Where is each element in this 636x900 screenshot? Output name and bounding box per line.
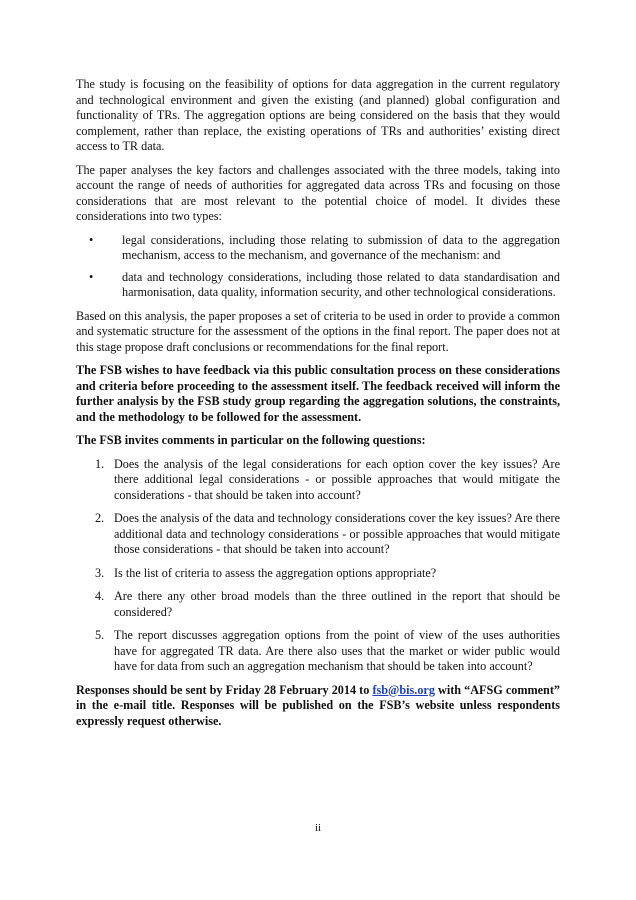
list-item-text: legal considerations, including those relating to submission of data to the aggregation mechanism, access to the mechanism, and governance of the mechanism: and xyxy=(122,232,560,262)
question-number: 4. xyxy=(95,589,105,603)
question-number: 2. xyxy=(95,511,105,525)
paragraph-questions-intro: The FSB invites comments in particular on the following questions: xyxy=(76,433,426,447)
list-item xyxy=(76,270,560,301)
question-text: Does the analysis of the data and technology considerations cover the key issues? Are there additional data and technology considerations - or possible approaches that would mitigate those considerations - that should be taken into account? xyxy=(114,511,560,556)
question-number: 1. xyxy=(95,456,105,471)
paragraph-paper-analysis: The paper analyses the key factors and challenges associated with the three models, taking into account the range of needs of authorities for aggregated data across TRs and focusing on those considerations that are most relevant to the potential choice of model. It divides these considerations into two types: xyxy=(76,162,560,223)
email-link[interactable]: fsb@bis.org xyxy=(372,682,435,697)
question-text: Does the analysis of the legal considerations for each option cover the key issues? Are there additional legal considerations - or possible approaches that would mitigate the considerations - that should be taken into account? xyxy=(114,456,560,502)
responses-text-after: with “AFSG comment” in the e-mail title. Responses will be published on the FSB’s website unless respondents expressly request otherwise. xyxy=(76,682,560,728)
question-text: The report discusses aggregation options from the point of view of the uses authorities have for aggregated TR data. Are there also uses that the market or wider public would have for data from such an aggregation mechanism that should be taken into account? xyxy=(114,628,560,673)
question-item xyxy=(76,511,560,558)
page-number: ii xyxy=(314,822,322,834)
document-body xyxy=(76,77,560,737)
paragraph-responses xyxy=(76,683,560,730)
bullet-marker: • xyxy=(89,232,94,247)
question-item xyxy=(76,566,560,582)
question-text: Is the list of criteria to assess the aggregation options appropriate? xyxy=(114,565,437,580)
paragraph-feedback-request: The FSB wishes to have feedback via this public consultation process on these considerations and criteria before proceeding to the assessment itself. The feedback received will inform the further analysis by the FSB study group regarding the aggregation solutions, the constraints, and the methodology to be followed for the assessment. xyxy=(76,363,560,424)
question-number: 5. xyxy=(95,628,105,642)
question-item xyxy=(76,589,560,620)
paragraph-study-focus: The study is focusing on the feasibility of options for data aggregation in the current regulatory and technological environment and given the existing (and planned) global configuration and functionality of TRs. The aggregation options are being considered on the basis that they would complement, rather than replace, the existing operations of TRs and authorities’ existing direct access to TR data. xyxy=(76,77,560,153)
list-item-text: data and technology considerations, including those related to data standardisation and harmonisation, data quality, information security, and other technological considerations. xyxy=(122,269,560,299)
question-number: 3. xyxy=(95,565,105,580)
paragraph-criteria: Based on this analysis, the paper proposes a set of criteria to be used in order to provide a common and systematic structure for the assessment of the options in the final report. The paper does not at this stage propose draft conclusions or recommendations for the final report. xyxy=(76,308,560,354)
considerations-list xyxy=(76,233,560,301)
question-item xyxy=(76,628,560,675)
responses-text-before: Responses should be sent by Friday 28 February 2014 to xyxy=(76,682,373,697)
list-item xyxy=(76,233,560,264)
question-item xyxy=(76,457,560,504)
question-text: Are there any other broad models than the three outlined in the report that should be considered? xyxy=(114,589,560,619)
questions-list xyxy=(76,457,560,675)
bullet-marker: • xyxy=(89,269,94,284)
